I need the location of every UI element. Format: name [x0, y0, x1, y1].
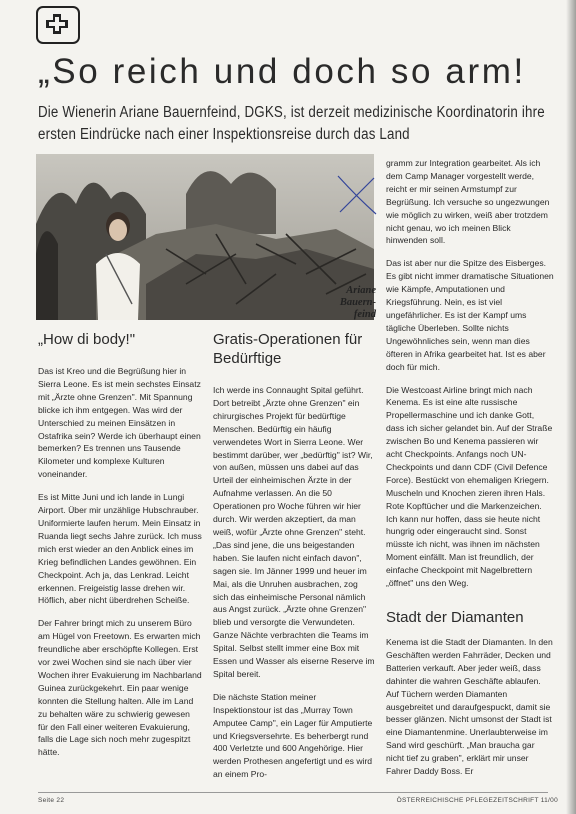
- paragraph: Der Fahrer bringt mich zu unserem Büro am Hügel von Freetown. Es erwarten mich freundliche aber erschöpfte Kollegen. Erst vor zwei Wochen sind sie nach über vier Wochen ihrer Evakuierung im Nachbarland Guinea zurückgekehrt. Ein paar wenige konnten die Stellung halten. Alle im Land zu behalten wäre zu schwierig gewesen für den Fall einer weiteren Evakuierung, falls die Lage sich noch mehr zugespitzt hätte.: [38, 618, 202, 758]
- pen-cross-mark: [334, 172, 380, 218]
- paragraph: Das ist aber nur die Spitze des Eisberges. Es gibt nicht immer dramatische Situationen wie Kämpfe, Amputationen und Kriegsführung. Nein, es ist viel ungefährlicher. Es ist der Kampf ums tägliche Überleben. Sollte nichts Ungewöhnliches sein, wenn man dies öfteren in Afrika gearbeitet hat. Ist es aber doch für mich.: [386, 258, 554, 372]
- column2-subheading: Gratis-Operationen für Bedürftige: [213, 331, 363, 367]
- paragraph: Kenema ist die Stadt der Diamanten. In den Geschäften werden Fahrräder, Decken und Batterien verkauft. Aber jeder weiß, dass dahinter die wahren Geschäfte ablaufen. Auf Tüchern werden Diamanten ausgebreitet und daraufgespuckt, damit sie besser glänzen. Nicht umsonst der Stadt ist eine Diamantenmine. Unerlaubterweise im Sand wird geschürft. „Man braucha gar nicht tief zu graben", erklärt mir unser Fahrer Daddy Boss. Er: [386, 637, 553, 777]
- column2-body: [213, 384, 375, 791]
- column1-body: [38, 365, 202, 769]
- paragraph: Das ist Kreo und die Begrüßung hier in Sierra Leone. Es ist mein sechstes Einsatz mit „Ärzte ohne Grenzen". Mit Spannung blicke ich ihm entgegen. Was wird der Unterschied zu meinen Einsätzen in Ostafrika sein? Werde ich überhaupt einen bemerken? Es trennen uns Tausende Kilometer und komplexe Kulturen voneinander.: [38, 366, 201, 480]
- publication-footer: ÖSTERREICHISCHE PFLEGEZEITSCHRIFT 11/00: [396, 797, 558, 804]
- deck-subtitle: Die Wienerin Ariane Bauernfeind, DGKS, ist derzeit medizinische Koordinatorin ihre ersten Eindrücke nach einer Inspektionsreise durch das Land: [38, 104, 545, 143]
- paragraph: gramm zur Integration gearbeitet. Als ich dem Camp Manager vorgestellt werde, reicht er mir seinen Armstumpf zur Begrüßung. Ich versuche so ungezwungen wie möglich zu wirken, weiß aber trotzdem nicht genau, wo ich meinen Blick hinwenden soll.: [386, 158, 550, 246]
- magazine-logo: [36, 6, 80, 44]
- column3-final-body: [386, 636, 554, 788]
- headline: „So reich und doch so arm!: [38, 52, 526, 91]
- column3-body: [386, 157, 554, 600]
- photo-caption: Ariane Bauern- feind: [339, 285, 376, 320]
- page-number: Seite 22: [38, 797, 65, 804]
- paragraph: Ich werde ins Connaught Spital geführt. Dort betreibt „Ärzte ohne Grenzen" ein chirurgisches Projekt für bedürftige Menschen. Bedürftig ein häufig verwendetes Wort in Sierra Leone. Wer bestimmt darüber, wer „bedürftig" ist? Wir, von außen, müssen uns dabei auf das Urteil der einheimischen Ärzte in der Aufnahme verlassen. An die 50 Operationen pro Woche führen wir hier durch. Wir werden akzeptiert, da man weiß, wofür „Ärzte ohne Grenzen" steht. „Das sind jene, die uns beigestanden haben. Sie laufen nicht einfach davon", sagen sie. Im Jänner 1999 und heuer im Mai, als die Unruhen ausbrachen, zog sich das einheimische Personal nämlich aus Angst zurück. „Ärzte ohne Grenzen" blieb und versorgte die Verwundeten. Ganze Nächte verbrachten die Teams im Spital. Selbst stellt immer eine Box mit Essen und Wasser als eiserne Reserve im Spital bereit.: [213, 385, 375, 679]
- column3-subheading: Stadt der Diamanten: [386, 609, 524, 626]
- paragraph: Die nächste Station meiner Inspektionstour ist das „Murray Town Amputee Camp", ein Lager für Amputierte und Kriegsversehrte. Es beherbergt rund 400 Verletzte und 600 Angehörige. Hier werden Prothesen angefertigt und es wird an einem Pro-: [213, 691, 373, 780]
- paragraph: Die Westcoast Airline bringt mich nach Kenema. Es ist eine alte russische Propellermaschine und ich danke Gott, dass ich sicher gelandet bin. Auf der Straße zwischen Bo und Kenema passieren wir acht Checkpoints. Anfangs noch UN-Checkpoints und dann CDF (Civil Defence Force). Bestückt von ehemaligen Kriegern. Muscheln und Knochen zieren ihren Hals. Rote Kopftücher und die Markenzeichen. Ich kann nur hoffen, dass sie heute nicht hungrig oder eingeraucht sind. Sonst müsste ich nicht, was ihnen im nächsten Moment einfällt. Man ist freundlich, der einfache Checkpoint mit Nagelbrettern „öffnet" uns den Weg.: [386, 384, 553, 589]
- paragraph: Es ist Mitte Juni und ich lande in Lungi Airport. Über mir unzählige Hubschrauber. Uniformierte laufen herum. Mein Einsatz in Ruanda liegt sechs Jahre zurück. Ich muss mich erst wieder an den Anblick eines im Krieg befindlichen Landes gewöhnen. Ein Checkpoint. Ach ja, das Lenkrad. Leicht erkennen. Freigeistig lasse drehen wir. Höflich, aber nicht überdrehen Scheiße.: [38, 492, 202, 606]
- page-edge-shadow: [566, 0, 576, 814]
- footer-rule: [38, 792, 548, 793]
- column1-subheading: „How di body!": [38, 331, 136, 348]
